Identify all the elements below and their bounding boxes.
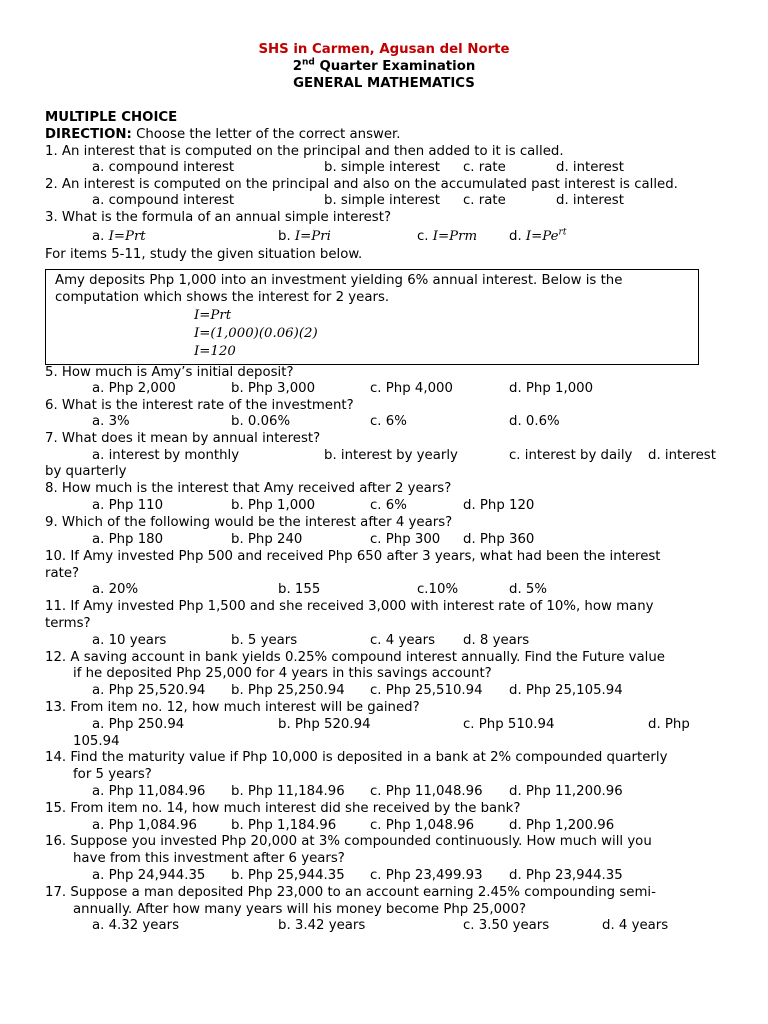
q15-option-a: a. Php 1,084.96 (92, 818, 197, 833)
q9-option-c: c. Php 300 (370, 532, 441, 547)
q13-option-c: c. Php 510.94 (463, 717, 555, 732)
q16-option-a: a. Php 24,944.35 (92, 868, 206, 883)
q5-option-d: d. Php 1,000 (509, 381, 594, 396)
question-10-continued: rate? (45, 566, 80, 581)
q2-option-b: b. simple interest (324, 193, 441, 208)
q15-option-b: b. Php 1,184.96 (231, 818, 337, 833)
q11-option-c: c. 4 years (370, 633, 436, 648)
question-9: 9. Which of the following would be the interest after 4 years? (45, 515, 453, 530)
q16-option-d: d. Php 23,944.35 (509, 868, 623, 883)
q14-option-d: d. Php 11,200.96 (509, 784, 623, 799)
q17-option-a: a. 4.32 years (92, 918, 180, 933)
q9-option-d: d. Php 360 (463, 532, 535, 547)
q17-option-b: b. 3.42 years (278, 918, 366, 933)
q11-option-b: b. 5 years (231, 633, 298, 648)
q12-option-b: b. Php 25,250.94 (231, 683, 345, 698)
school-name: SHS in Carmen, Agusan del Norte (258, 42, 510, 57)
q10-option-d: d. 5% (509, 582, 547, 597)
question-6: 6. What is the interest rate of the investment? (45, 398, 354, 413)
q10-option-a: a. 20% (92, 582, 139, 597)
q17-option-d: d. 4 years (602, 918, 669, 933)
q13-option-d: d. Php (648, 717, 690, 732)
q12-option-a: a. Php 25,520.94 (92, 683, 206, 698)
question-16-continued: have from this investment after 6 years? (73, 851, 345, 866)
question-13: 13. From item no. 12, how much interest will be gained? (45, 700, 420, 715)
q12-option-c: c. Php 25,510.94 (370, 683, 483, 698)
q3-option-c: c. I=Prm (417, 229, 478, 244)
formula-line-2: I=(1,000)(0.06)(2) (194, 326, 318, 341)
q3-option-a: a. I=Prt (92, 229, 146, 244)
question-11: 11. If Amy invested Php 1,500 and she received 3,000 with interest rate of 10%, how many (45, 599, 654, 614)
q2-option-a: a. compound interest (92, 193, 235, 208)
q15-option-c: c. Php 1,048.96 (370, 818, 475, 833)
q14-option-a: a. Php 11,084.96 (92, 784, 206, 799)
q7-option-d-continued: by quarterly (45, 464, 127, 479)
q7-option-c: c. interest by daily (509, 448, 633, 463)
q3-option-b: b. I=Pri (278, 229, 331, 244)
q3-option-d: d. $I=Pe^{rt}$ (509, 227, 567, 244)
q14-option-b: b. Php 11,184.96 (231, 784, 345, 799)
q11-option-d: d. 8 years (463, 633, 530, 648)
q7-option-a: a. interest by monthly (92, 448, 240, 463)
items-intro: For items 5-11, study the given situation below. (45, 247, 363, 262)
q15-option-d: d. Php 1,200.96 (509, 818, 615, 833)
q9-option-b: b. Php 240 (231, 532, 303, 547)
question-12: 12. A saving account in bank yields 0.25% compound interest annually. Find the Future value (45, 650, 665, 665)
formula-line-1: I=Prt (194, 308, 232, 323)
question-15: 15. From item no. 14, how much interest did she received by the bank? (45, 801, 521, 816)
q2-option-d: d. interest (556, 193, 624, 208)
question-14: 14. Find the maturity value if Php 10,000 is deposited in a bank at 2% compounded quarterly (45, 750, 668, 765)
q6-option-b: b. 0.06% (231, 414, 291, 429)
q5-option-b: b. Php 3,000 (231, 381, 316, 396)
q6-option-d: d. 0.6% (509, 414, 560, 429)
question-17: 17. Suppose a man deposited Php 23,000 to an account earning 2.45% compounding semi- (45, 885, 656, 900)
question-14-continued: for 5 years? (73, 767, 152, 782)
q13-option-d-continued: 105.94 (73, 734, 120, 749)
q13-option-b: b. Php 520.94 (278, 717, 371, 732)
section-title: MULTIPLE CHOICE (45, 110, 178, 125)
q13-option-a: a. Php 250.94 (92, 717, 185, 732)
q10-option-b: b. 155 (278, 582, 321, 597)
q14-option-c: c. Php 11,048.96 (370, 784, 483, 799)
q8-option-b: b. Php 1,000 (231, 498, 316, 513)
question-10: 10. If Amy invested Php 500 and received Php 650 after 3 years, what had been the interest (45, 549, 661, 564)
direction: DIRECTION: Choose the letter of the correct answer. (45, 127, 401, 142)
situation-line-2: computation which shows the interest for 2 years. (55, 290, 390, 305)
situation-line-1: Amy deposits Php 1,000 into an investment yielding 6% annual interest. Below is the (55, 273, 623, 288)
q8-option-a: a. Php 110 (92, 498, 164, 513)
q2-option-c: c. rate (463, 193, 506, 208)
q7-option-d: d. interest (648, 448, 716, 463)
formula-line-3: I=120 (194, 344, 236, 359)
q1-option-c: c. rate (463, 160, 506, 175)
q6-option-a: a. 3% (92, 414, 130, 429)
q1-option-d: d. interest (556, 160, 624, 175)
q12-option-d: d. Php 25,105.94 (509, 683, 623, 698)
q8-option-d: d. Php 120 (463, 498, 535, 513)
question-3: 3. What is the formula of an annual simple interest? (45, 210, 392, 225)
q16-option-c: c. Php 23,499.93 (370, 868, 483, 883)
q8-option-c: c. 6% (370, 498, 407, 513)
question-8: 8. How much is the interest that Amy received after 2 years? (45, 481, 452, 496)
q5-option-c: c. Php 4,000 (370, 381, 453, 396)
question-17-continued: annually. After how many years will his money become Php 25,000? (73, 902, 527, 917)
question-7: 7. What does it mean by annual interest? (45, 431, 321, 446)
question-1: 1. An interest that is computed on the principal and then added to it is called. (45, 144, 564, 159)
subject-title: GENERAL MATHEMATICS (293, 76, 475, 91)
q7-option-b: b. interest by yearly (324, 448, 458, 463)
q16-option-b: b. Php 25,944.35 (231, 868, 345, 883)
q11-option-a: a. 10 years (92, 633, 167, 648)
question-16: 16. Suppose you invested Php 20,000 at 3% compounded continuously. How much will you (45, 834, 652, 849)
q1-option-a: a. compound interest (92, 160, 235, 175)
exam-title: 2nd Quarter Examination (292, 57, 476, 74)
question-11-continued: terms? (45, 616, 91, 631)
q10-option-c: c.10% (417, 582, 459, 597)
q9-option-a: a. Php 180 (92, 532, 164, 547)
q1-option-b: b. simple interest (324, 160, 441, 175)
question-12-continued: if he deposited Php 25,000 for 4 years in this savings account? (73, 666, 492, 681)
q6-option-c: c. 6% (370, 414, 407, 429)
question-2: 2. An interest is computed on the principal and also on the accumulated past interest is called. (45, 177, 678, 192)
q5-option-a: a. Php 2,000 (92, 381, 176, 396)
q17-option-c: c. 3.50 years (463, 918, 550, 933)
question-5: 5. How much is Amy’s initial deposit? (45, 365, 294, 380)
